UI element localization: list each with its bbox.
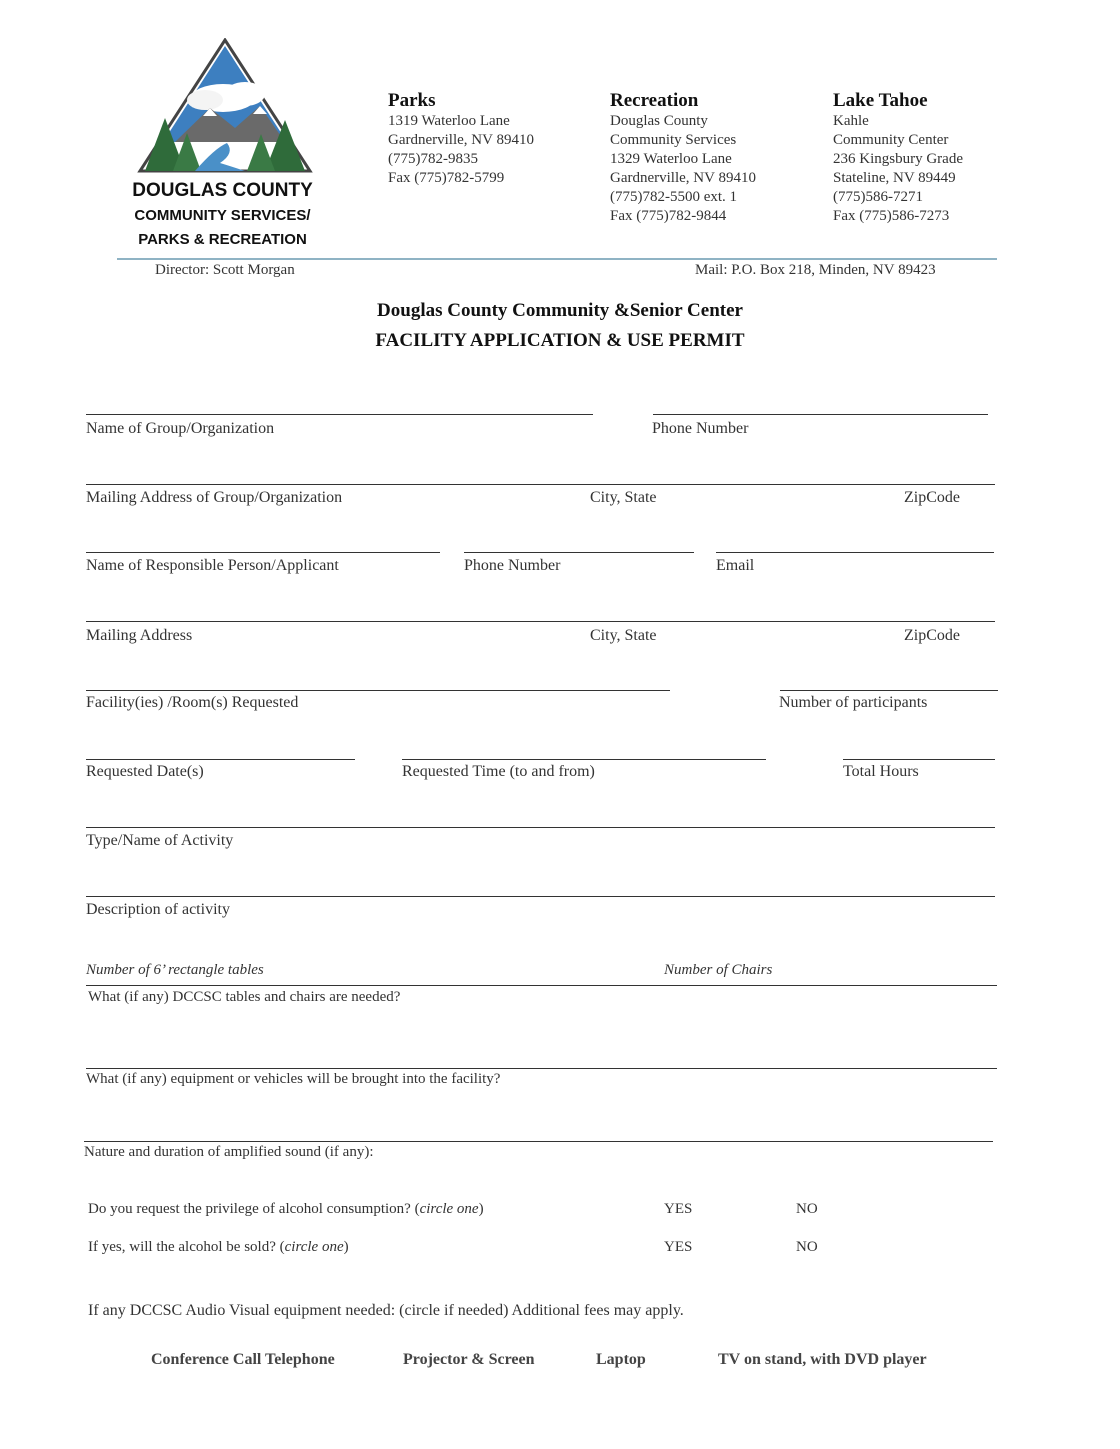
column-line: Gardnerville, NV 89410 (388, 132, 534, 148)
applicant-address-label: Mailing Address (86, 627, 193, 644)
av-option-laptop[interactable]: Laptop (596, 1351, 646, 1368)
column-line: Community Center (833, 132, 949, 148)
alcohol-consumption-no[interactable]: NO (796, 1201, 818, 1217)
column-line: Stateline, NV 89449 (833, 170, 956, 186)
group-phone-label: Phone Number (652, 420, 749, 437)
org-name-line-1: DOUGLAS COUNTY (132, 180, 313, 201)
alcohol-q2-text: If yes, will the alcohol be sold? ( (88, 1239, 285, 1255)
facility-label: Facility(ies) /Room(s) Requested (86, 694, 299, 711)
header-divider (117, 258, 997, 260)
applicant-zip-label: ZipCode (904, 627, 960, 644)
parks-column (388, 90, 588, 188)
applicant-name-label: Name of Responsible Person/Applicant (86, 557, 339, 574)
hours-label: Total Hours (843, 763, 919, 780)
applicant-email-label: Email (716, 557, 755, 574)
tables-count-label: Number of 6’ rectangle tables (86, 962, 264, 978)
av-option-projector[interactable]: Projector & Screen (403, 1351, 535, 1368)
chairs-count-label: Number of Chairs (664, 962, 773, 978)
times-label: Requested Time (to and from) (402, 763, 595, 780)
column-line: Douglas County (610, 113, 708, 129)
dates-input[interactable] (86, 759, 355, 760)
alcohol-sold-question (88, 1239, 349, 1256)
applicant-email-input[interactable] (716, 552, 994, 553)
mountain-lake-logo-icon (135, 38, 315, 178)
column-line: (775)586-7271 (833, 189, 923, 205)
alcohol-consumption-yes[interactable]: YES (664, 1201, 693, 1217)
group-city-label: City, State (590, 489, 657, 506)
column-line: 236 Kingsbury Grade (833, 151, 963, 167)
logo (135, 38, 315, 178)
facility-input[interactable] (86, 690, 670, 691)
group-name-label: Name of Group/Organization (86, 420, 275, 437)
sound-question-label: Nature and duration of amplified sound (if any): (84, 1144, 374, 1160)
applicant-phone-input[interactable] (464, 552, 694, 553)
recreation-column (610, 90, 810, 226)
applicant-address-input[interactable] (86, 621, 995, 622)
alcohol-q2-close: ) (343, 1239, 349, 1255)
column-line: 1329 Waterloo Lane (610, 151, 732, 167)
alcohol-q2-italic: circle one (284, 1239, 344, 1255)
column-line: (775)782-5500 ext. 1 (610, 189, 738, 205)
participants-input[interactable] (780, 690, 998, 691)
participants-label: Number of participants (779, 694, 928, 711)
group-zip-label: ZipCode (904, 489, 960, 506)
page-subtitle: FACILITY APPLICATION & USE PERMIT (375, 330, 745, 351)
column-line: Kahle (833, 113, 869, 129)
lake-tahoe-column (833, 90, 1033, 226)
av-note: If any DCCSC Audio Visual equipment needed: (circle if needed) Additional fees may apply. (88, 1302, 684, 1319)
av-option-tv-dvd[interactable]: TV on stand, with DVD player (718, 1351, 927, 1368)
group-address-label: Mailing Address of Group/Organization (86, 489, 343, 506)
director: Director: Scott Morgan (155, 262, 295, 278)
applicant-name-input[interactable] (86, 552, 440, 553)
column-line: Fax (775)782-5799 (388, 170, 505, 186)
sound-input[interactable] (84, 1141, 993, 1142)
column-line: (775)782-9835 (388, 151, 478, 167)
activity-description-label: Description of activity (86, 901, 230, 918)
activity-type-input[interactable] (86, 827, 995, 828)
alcohol-sold-yes[interactable]: YES (664, 1239, 693, 1255)
mailing-info: Mail: P.O. Box 218, Minden, NV 89423 (695, 262, 936, 278)
column-title: Lake Tahoe (833, 90, 928, 111)
column-line: Fax (775)782-9844 (610, 208, 727, 224)
org-name-line-3: PARKS & RECREATION (138, 231, 307, 248)
tables-chairs-input[interactable] (86, 985, 997, 986)
equipment-question-label: What (if any) equipment or vehicles will be brought into the facility? (86, 1071, 501, 1087)
alcohol-sold-no[interactable]: NO (796, 1239, 818, 1255)
dates-label: Requested Date(s) (86, 763, 204, 780)
alcohol-q1-text: Do you request the privilege of alcohol consumption? ( (88, 1201, 420, 1217)
activity-type-label: Type/Name of Activity (86, 832, 234, 849)
applicant-phone-label: Phone Number (464, 557, 561, 574)
applicant-city-label: City, State (590, 627, 657, 644)
hours-input[interactable] (843, 759, 995, 760)
page-title: Douglas County Community &Senior Center (377, 300, 743, 321)
column-line: Fax (775)586-7273 (833, 208, 950, 224)
activity-description-input[interactable] (86, 896, 995, 897)
column-line: 1319 Waterloo Lane (388, 113, 510, 129)
group-phone-input[interactable] (653, 414, 988, 415)
tables-question-label: What (if any) DCCSC tables and chairs are needed? (88, 989, 401, 1005)
org-name-line-2: COMMUNITY SERVICES/ (134, 207, 311, 224)
column-line: Gardnerville, NV 89410 (610, 170, 756, 186)
alcohol-q1-close: ) (478, 1201, 484, 1217)
equipment-input[interactable] (86, 1068, 997, 1069)
times-input[interactable] (402, 759, 766, 760)
group-address-input[interactable] (86, 484, 995, 485)
column-title: Recreation (610, 90, 699, 111)
alcohol-q1-italic: circle one (419, 1201, 479, 1217)
av-option-conference-phone[interactable]: Conference Call Telephone (151, 1351, 335, 1368)
column-title: Parks (388, 90, 436, 111)
alcohol-consumption-question (88, 1201, 484, 1218)
column-line: Community Services (610, 132, 737, 148)
group-name-input[interactable] (86, 414, 593, 415)
